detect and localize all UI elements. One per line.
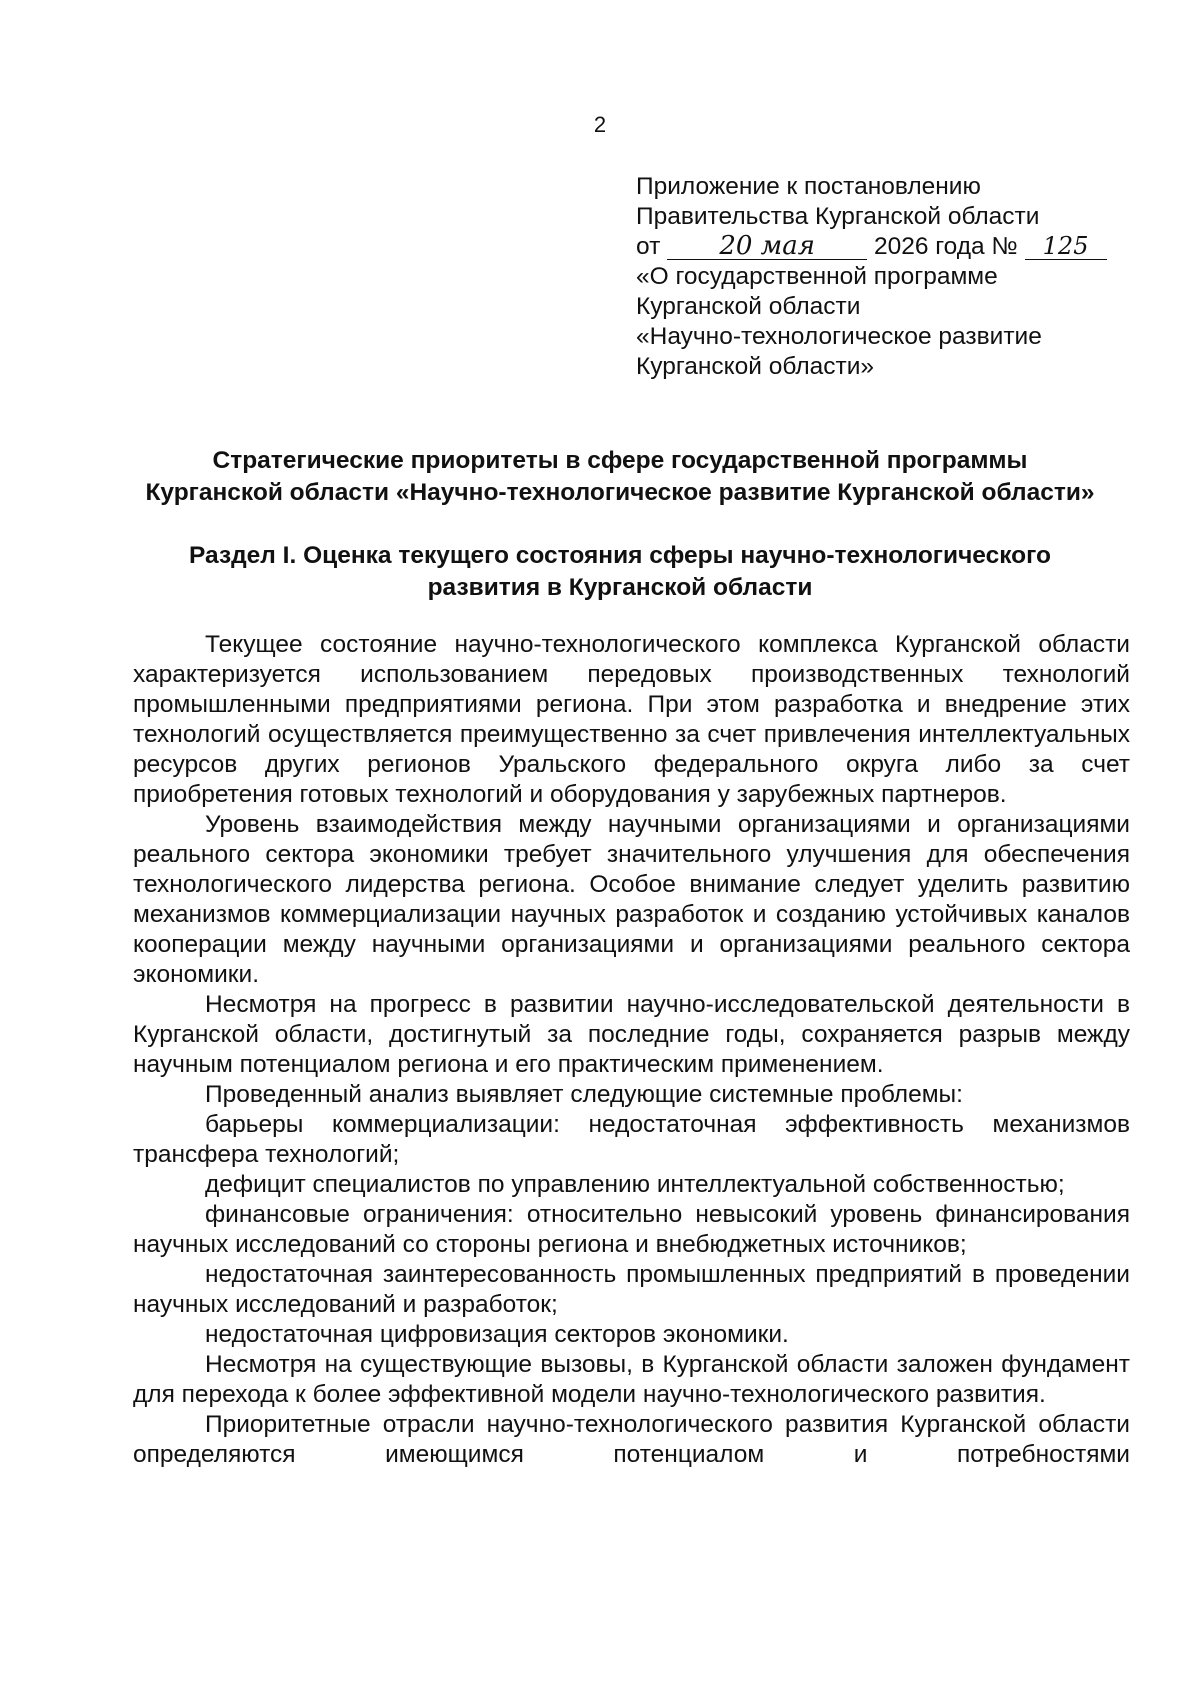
date-prefix: от [636,233,661,260]
appendix-block [636,172,1176,382]
appendix-line-1: Приложение к постановлению [636,173,981,200]
paragraph: Уровень взаимодействия между научными организациями и организациями реального сектора экономики требует значительного улучшения для обеспечения технологического лидерства региона. Особое внимание следует уделить развитию механизмов коммерциализации научных разработок и созданию устойчивых каналов кооперации между научными организациями и организациями реального сектора экономики. [133,811,1130,988]
year-text: 2026 года № [873,233,1018,260]
list-item: барьеры коммерциализации: недостаточная эффективность механизмов трансфера технологий; [133,1111,1130,1168]
list-item: дефицит специалистов по управлению интеллектуальной собственностью; [205,1171,1065,1198]
section-line-1: Раздел I. Оценка текущего состояния сферы научно-технологического [189,542,1051,569]
title-line-1: Стратегические приоритеты в сфере государственной программы [212,447,1028,474]
handwritten-number: 125 [1025,233,1107,260]
page-number: 2 [593,112,607,137]
list-item: финансовые ограничения: относительно невысокий уровень финансирования научных исследований со стороны региона и внебюджетных источников; [133,1201,1130,1258]
list-item: недостаточная заинтересованность промышленных предприятий в проведении научных исследований и разработок; [133,1261,1130,1318]
appendix-line-5: Курганской области [636,293,861,320]
section-heading [110,540,1130,604]
section-line-2: развития в Курганской области [427,574,813,601]
appendix-line-4: «О государственной программе [636,263,998,290]
title-line-2: Курганской области «Научно-технологическое развитие Курганской области» [145,479,1095,506]
paragraph: Несмотря на существующие вызовы, в Курганской области заложен фундамент для перехода к более эффективной модели научно-технологического развития. [133,1351,1130,1408]
paragraph: Текущее состояние научно-технологического комплекса Курганской области характеризуется использованием передовых производственных технологий промышленными предприятиями региона. При этом разработка и внедрение этих технологий осуществляется преимущественно за счет привлечения интеллектуальных ресурсов других регионов Уральского федерального округа либо за счет приобретения готовых технологий и оборудования у зарубежных партнеров. [133,631,1130,808]
paragraph: Несмотря на прогресс в развитии научно-исследовательской деятельности в Курганской области, достигнутый за последние годы, сохраняется разрыв между научным потенциалом региона и его практическим применением. [133,991,1130,1078]
document-title [110,445,1130,509]
paragraph: Приоритетные отрасли научно-технологического развития Курганской области определяются имеющимся потенциалом и потребностями [133,1411,1130,1468]
handwritten-date: 20 мая [667,233,867,260]
paragraph: Проведенный анализ выявляет следующие системные проблемы: [205,1081,963,1108]
appendix-date-line [636,232,1176,262]
appendix-line-7: Курганской области» [636,353,875,380]
body-text [133,630,1130,1470]
list-item: недостаточная цифровизация секторов экономики. [205,1321,789,1348]
appendix-line-6: «Научно-технологическое развитие [636,323,1042,350]
appendix-line-2: Правительства Курганской области [636,203,1040,230]
